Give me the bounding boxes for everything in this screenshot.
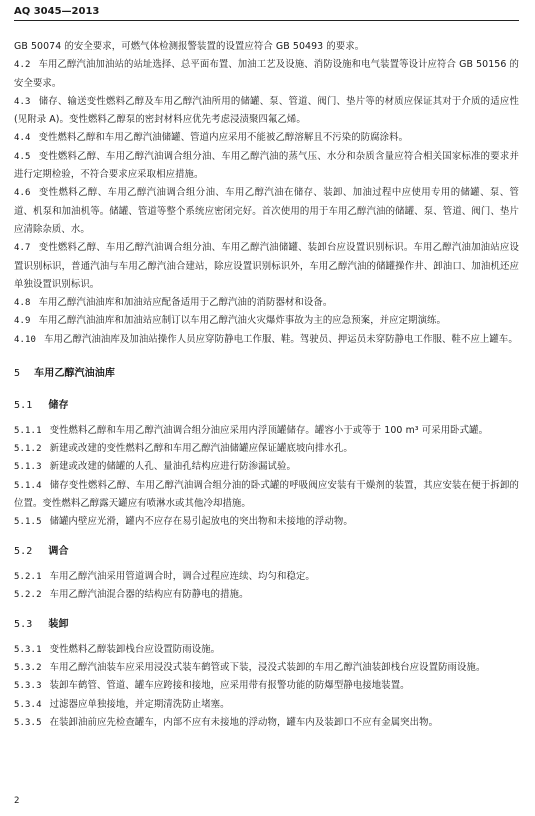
intro-paragraph: GB 50074 的安全要求，可燃气体检测报警装置的设置应符合 GB 50493 的要求。 (14, 41, 365, 52)
clause-number: 5.3.1 (14, 644, 42, 655)
clause-4-10 (14, 331, 519, 349)
subsection-number: 5.3 (14, 619, 33, 631)
clause-number: 5.1.1 (14, 425, 42, 436)
clause-text: 过滤器应单独接地，并定期清洗防止堵塞。 (49, 698, 230, 710)
clause-number: 5.3.2 (14, 662, 42, 673)
clause-text: 储存变性燃料乙醇、车用乙醇汽油调合组分油的卧式罐的呼吸阀应安装有干燥剂的装置，其应安装在便于拆卸的位置。变性燃料乙醇露天罐应有喷淋水或其他冷却措施。 (14, 479, 519, 509)
clause-5-1-1 (14, 422, 519, 440)
clause-4-4 (14, 129, 519, 147)
document-id: AQ 3045—2013 (14, 6, 100, 17)
section-title: 车用乙醇汽油油库 (34, 368, 115, 380)
clause-number: 5.1.2 (14, 443, 42, 454)
clause-text: 新建或改建的储罐的人孔、量油孔结构应进行防渗漏试验。 (49, 461, 296, 473)
clause-number: 4.9 (14, 316, 31, 327)
clause-number: 4.7 (14, 243, 31, 254)
clause-text: 车用乙醇汽油加油站的站址选择、总平面布置、加油工艺及设施、消防设施和电气装置等设计应符合 GB 50156 的安全要求。 (14, 59, 519, 89)
clause-5-1-3 (14, 458, 519, 476)
clause-text: 变性燃料乙醇和车用乙醇汽油调合组分油应采用内浮顶罐储存。罐容小于或等于 100 m³ 可采用卧式罐。 (49, 424, 489, 436)
clause-5-3-2 (14, 659, 519, 677)
clause-number: 4.8 (14, 298, 31, 309)
clause-number: 4.6 (14, 188, 31, 199)
clause-number: 4.2 (14, 60, 31, 71)
clause-text: 变性燃料乙醇、车用乙醇汽油调合组分油、车用乙醇汽油储罐、装卸台应设置识别标识。车用乙醇汽油加油站应设置识别标识，普通汽油与车用乙醇汽油合建站，除应设置识别标识外，车用乙醇汽油的储罐操作井、卸油口、加油机还应单独设置识别标识。 (14, 242, 519, 290)
section-5-heading (14, 365, 519, 383)
clause-number: 5.1.5 (14, 517, 42, 528)
clause-4-7 (14, 239, 519, 294)
clause-number: 5.2.1 (14, 571, 42, 582)
clause-number: 5.1.4 (14, 480, 42, 491)
clause-4-3 (14, 93, 519, 130)
clause-text: 变性燃料乙醇、车用乙醇汽油调合组分油、车用乙醇汽油的蒸气压、水分和杂质含量应符合相关国家标准的要求并进行定期检验，不符合要求应采取相应措施。 (14, 150, 519, 181)
clause-text: 变性燃料乙醇装卸栈台应设置防雨设施。 (49, 643, 221, 655)
clause-number: 5.2.2 (14, 590, 42, 601)
clause-5-2-2 (14, 586, 519, 604)
page-content (14, 38, 519, 732)
clause-number: 5.3.3 (14, 681, 42, 692)
clause-text: 车用乙醇汽油装车应采用浸没式装车鹤管或下装，浸没式装卸的车用乙醇汽油装卸栈台应设置防雨设施。 (49, 661, 486, 673)
clause-text: 装卸车鹤管、管道、罐车应跨接和接地，应采用带有报警功能的防爆型静电接地装置。 (49, 680, 410, 692)
clause-text: 储罐内壁应光滑，罐内不应存在易引起放电的突出物和未接地的浮动物。 (49, 516, 353, 528)
section-number: 5 (14, 368, 21, 380)
clause-4-9 (14, 312, 519, 330)
clause-text: 新建或改建的变性燃料乙醇和车用乙醇汽油储罐应保证罐底坡向排水孔。 (49, 442, 353, 454)
clause-text: 在装卸油前应先检查罐车，内部不应有未接地的浮动物，罐车内及装卸口不应有金属突出物。 (49, 716, 439, 728)
clause-number: 4.3 (14, 96, 31, 107)
clause-text: 变性燃料乙醇、车用乙醇汽油调合组分油、车用乙醇汽油在储存、装卸、加油过程中应使用专用的储罐、泵、管道、机泵和加油机等。储罐、管道等整个系统应密闭完好。首次使用的用于车用乙醇汽油的储罐、泵、管道、阀门、垫片应清除杂质、水。 (14, 187, 519, 235)
subsection-title: 储存 (48, 400, 69, 412)
page-number: 2 (14, 796, 20, 806)
clause-number: 4.10 (14, 334, 37, 345)
clause-5-3-5 (14, 714, 519, 732)
clause-text: 车用乙醇汽油油库及加油站操作人员应穿防静电工作服、鞋。驾驶员、押运员未穿防静电工作服、鞋不应上罐车。 (44, 333, 518, 345)
clause-text: 车用乙醇汽油混合器的结构应有防静电的措施。 (49, 589, 249, 601)
subsection-number: 5.1 (14, 400, 33, 412)
subsection-5-1-heading (14, 397, 519, 415)
clause-5-1-4 (14, 477, 519, 514)
clause-text: 储存、输送变性燃料乙醇及车用乙醇汽油所用的储罐、泵、管道、阀门、垫片等的材质应保证其对于介质的适应性(见附录 A)。变性燃料乙醇泵的密封材料应优先考虑浸渍聚四氟乙烯。 (14, 95, 519, 126)
clause-4-8 (14, 294, 519, 312)
clause-text: 车用乙醇汽油油库和加油站应制订以车用乙醇汽油火灾爆炸事故为主的应急预案，并应定期演练。 (38, 315, 446, 327)
subsection-title: 装卸 (48, 619, 69, 631)
subsection-5-2-heading (14, 543, 519, 561)
clause-5-1-5 (14, 513, 519, 531)
clause-5-2-1 (14, 568, 519, 586)
clause-5-3-4 (14, 696, 519, 714)
clause-text: 车用乙醇汽油油库和加油站应配备适用于乙醇汽油的消防器材和设备。 (38, 297, 333, 309)
clause-4-6 (14, 184, 519, 239)
clause-4-2 (14, 56, 519, 93)
clause-5-1-2 (14, 440, 519, 458)
clause-number: 4.5 (14, 151, 31, 162)
subsection-title: 调合 (48, 546, 69, 558)
clause-number: 5.3.4 (14, 699, 42, 710)
clause-4-5 (14, 148, 519, 185)
clause-number: 4.4 (14, 133, 31, 144)
clause-text: 车用乙醇汽油采用管道调合时，调合过程应连续、均匀和稳定。 (49, 570, 315, 582)
clause-number: 5.3.5 (14, 717, 42, 728)
clause-text: 变性燃料乙醇和车用乙醇汽油储罐、管道内应采用不能被乙醇溶解且不污染的防腐涂料。 (38, 132, 409, 144)
clause-5-3-1 (14, 641, 519, 659)
clause-number: 5.1.3 (14, 462, 42, 473)
document-header (14, 6, 519, 21)
subsection-5-3-heading (14, 616, 519, 634)
clause-5-3-3 (14, 677, 519, 695)
subsection-number: 5.2 (14, 546, 33, 558)
